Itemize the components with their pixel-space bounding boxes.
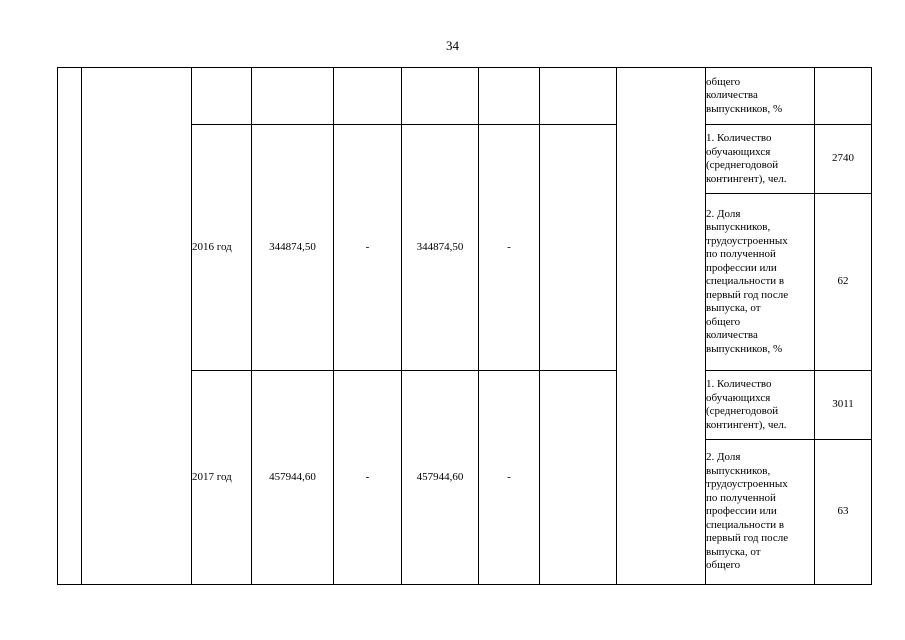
funding-cell: - [334, 371, 402, 585]
funding-cell [540, 125, 617, 371]
funding-cell [540, 371, 617, 585]
indicator-value-cell: 62 [815, 194, 872, 371]
indicator-value-cell: 63 [815, 440, 872, 585]
indicator-cell: 1. Количество обучающихся (среднегодовой контингент), чел. [706, 125, 815, 194]
funding-cell: - [479, 125, 540, 371]
indicator-value-cell: 3011 [815, 371, 872, 440]
funding-cell: - [334, 125, 402, 371]
indicator-cell: 2. Доля выпускников, трудоустроенных по полученной профессии или специальности в первый год после выпуска, от общего [706, 440, 815, 585]
indicator-value-cell [815, 68, 872, 125]
year-cell: 2017 год [192, 371, 252, 585]
executor-cell [617, 68, 706, 585]
year-cell: 2016 год [192, 125, 252, 371]
page-number: 34 [446, 38, 459, 53]
funding-cell: 344874,50 [402, 125, 479, 371]
funding-cell: 457944,60 [402, 371, 479, 585]
total-cell [252, 68, 334, 125]
funding-cell [479, 68, 540, 125]
indicator-cell: общего количества выпускников, % [706, 68, 815, 125]
year-cell [192, 68, 252, 125]
funding-cell: - [479, 371, 540, 585]
table-row [58, 68, 872, 125]
total-cell: 344874,50 [252, 125, 334, 371]
funding-cell [540, 68, 617, 125]
funding-cell [334, 68, 402, 125]
indicator-value-cell: 2740 [815, 125, 872, 194]
document-table [57, 67, 872, 585]
indicator-cell: 1. Количество обучающихся (среднегодовой контингент), чел. [706, 371, 815, 440]
funding-cell [402, 68, 479, 125]
number-cell [58, 68, 82, 585]
indicator-cell: 2. Доля выпускников, трудоустроенных по полученной профессии или специальности в первый год после выпуска, от общего количества выпускников, % [706, 194, 815, 371]
name-cell [82, 68, 192, 585]
total-cell: 457944,60 [252, 371, 334, 585]
